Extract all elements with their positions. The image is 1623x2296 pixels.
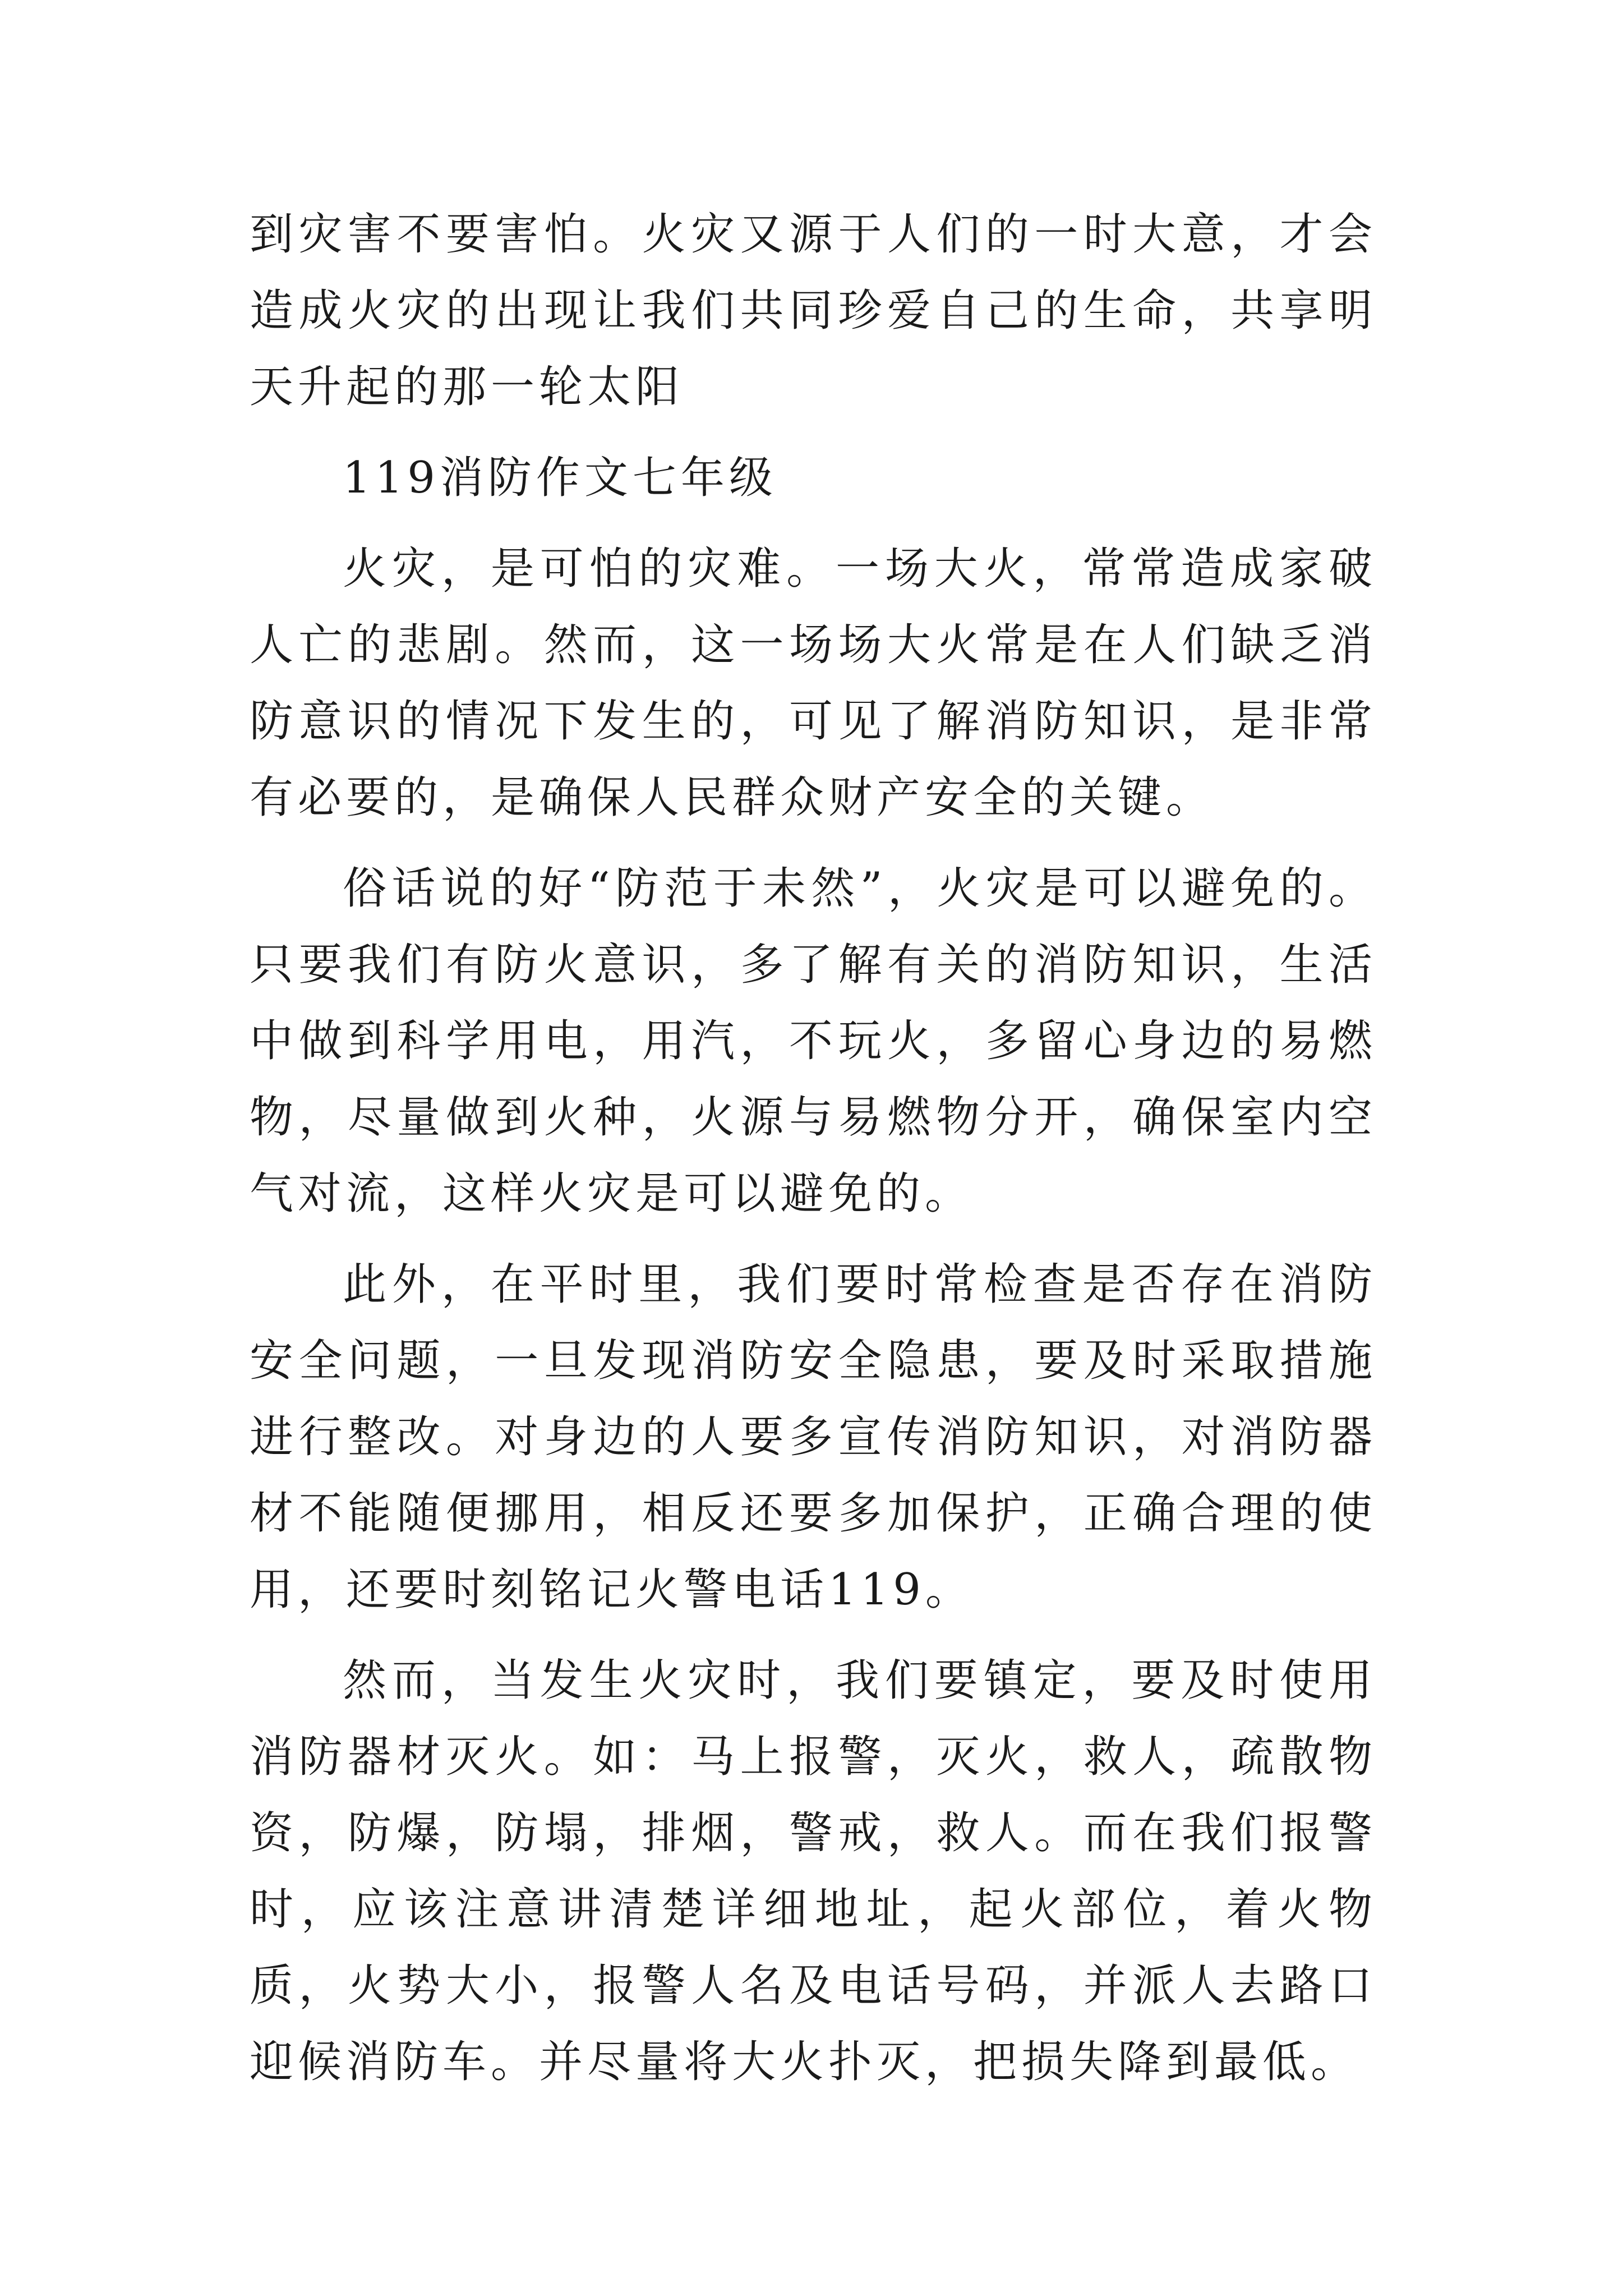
paragraph-emergency: 然而，当发生火灾时，我们要镇定，要及时使用消防器材灭火。如：马上报警，灭火，救人，疏散物资，防爆，防塌，排烟，警戒，救人。而在我们报警时，应该注意讲清楚详细地址，起火部位，着火物质，火势大小，报警人名及电话号码，并派人去路口迎候消防车。并尽量将大火扑灭，把损失降到最低。: [250, 1655, 1377, 2087]
paragraph-prevention: 俗话说的好“防范于未然”，火灾是可以避免的。只要我们有防火意识，多了解有关的消防知识，生活中做到科学用电，用汽，不玩火，多留心身边的易燃物，尽量做到火种，火源与易燃物分开，确保室内空气对流，这样火灾是可以避免的。: [250, 863, 1377, 1219]
paragraph-intro: 火灾，是可怕的灾难。一场大火，常常造成家破人亡的悲剧。然而，这一场场大火常是在人们缺乏消防意识的情况下发生的，可见了解消防知识，是非常有必要的，是确保人民群众财产安全的关键。: [250, 544, 1377, 823]
paragraph-inspection: 此外，在平时里，我们要时常检查是否存在消防安全问题，一旦发现消防安全隐患，要及时采取措施进行整改。对身边的人要多宣传消防知识，对消防器材不能随便挪用，相反还要多加保护，正确合理的使用，还要时刻铭记火警电话119。: [250, 1259, 1377, 1615]
document-body: [250, 196, 1377, 2115]
essay-title: 119消防作文七年级: [343, 453, 777, 503]
paragraph-continued: 到灾害不要害怕。火灾又源于人们的一时大意，才会造成火灾的出现让我们共同珍爱自己的生命，共享明天升起的那一轮太阳: [250, 209, 1377, 412]
